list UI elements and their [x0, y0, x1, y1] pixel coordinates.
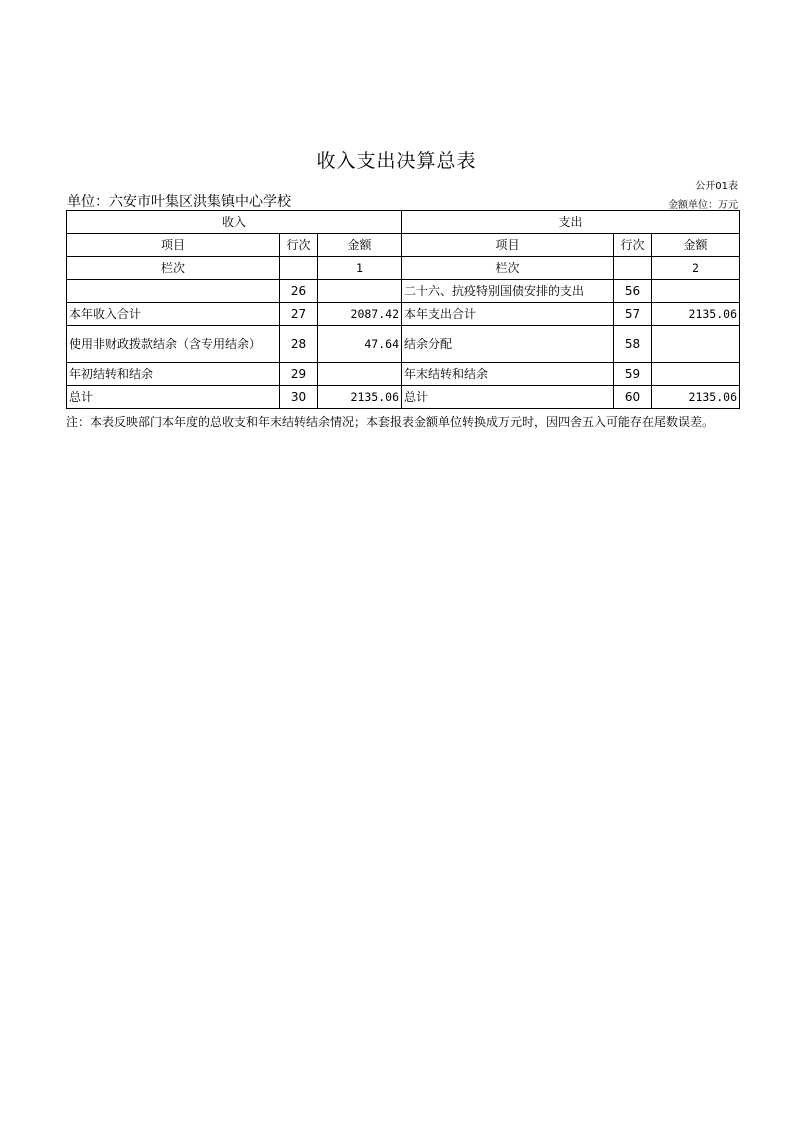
income-amount — [318, 363, 402, 386]
income-col-number: 1 — [318, 257, 402, 280]
expense-section-header: 支出 — [402, 211, 740, 234]
income-amount — [318, 280, 402, 303]
section-header-row — [67, 211, 740, 234]
expense-amount-header: 金额 — [652, 234, 740, 257]
expense-amount: 2135.06 — [652, 386, 740, 409]
table-row-total — [67, 386, 740, 409]
income-row-no: 28 — [280, 326, 318, 363]
footnote: 注：本表反映部门本年度的总收支和年末结转结余情况；本套报表金额单位转换成万元时，因四舍五入可能存在尾数误差。 — [66, 415, 715, 429]
expense-item: 年末结转和结余 — [402, 363, 614, 386]
income-item — [67, 280, 280, 303]
income-amount-header: 金额 — [318, 234, 402, 257]
expense-col-no-empty — [614, 257, 652, 280]
expense-item: 二十六、抗疫特别国债安排的支出 — [402, 280, 614, 303]
page-title: 收入支出决算总表 — [316, 150, 477, 172]
income-item-header: 项目 — [67, 234, 280, 257]
table-row — [67, 303, 740, 326]
income-amount: 2087.42 — [318, 303, 402, 326]
expense-row-no: 56 — [614, 280, 652, 303]
expense-row-no-header: 行次 — [614, 234, 652, 257]
expense-item: 结余分配 — [402, 326, 614, 363]
income-row-no: 27 — [280, 303, 318, 326]
table-row — [67, 363, 740, 386]
expense-row-no: 58 — [614, 326, 652, 363]
income-item: 本年收入合计 — [67, 303, 280, 326]
table-row — [67, 280, 740, 303]
expense-row-no: 60 — [614, 386, 652, 409]
expense-item-header: 项目 — [402, 234, 614, 257]
organization-name: 单位：六安市叶集区洪集镇中心学校 — [67, 194, 291, 210]
expense-amount — [652, 363, 740, 386]
income-item: 使用非财政拨款结余（含专用结余） — [67, 326, 280, 363]
income-col-no-empty — [280, 257, 318, 280]
income-col-label: 栏次 — [67, 257, 280, 280]
income-amount: 2135.06 — [318, 386, 402, 409]
expense-row-no: 59 — [614, 363, 652, 386]
income-item: 总计 — [67, 386, 280, 409]
income-amount: 47.64 — [318, 326, 402, 363]
income-row-no: 26 — [280, 280, 318, 303]
column-header-row — [67, 234, 740, 257]
form-code: 公开01表 — [695, 181, 738, 192]
amount-unit: 金额单位：万元 — [668, 200, 738, 211]
expense-col-number: 2 — [652, 257, 740, 280]
expense-amount: 2135.06 — [652, 303, 740, 326]
expense-amount — [652, 280, 740, 303]
table-row — [67, 326, 740, 363]
income-row-no-header: 行次 — [280, 234, 318, 257]
income-section-header: 收入 — [67, 211, 402, 234]
income-row-no: 30 — [280, 386, 318, 409]
expense-item: 本年支出合计 — [402, 303, 614, 326]
column-number-row — [67, 257, 740, 280]
summary-table — [66, 210, 740, 409]
income-item: 年初结转和结余 — [67, 363, 280, 386]
income-row-no: 29 — [280, 363, 318, 386]
expense-row-no: 57 — [614, 303, 652, 326]
expense-amount — [652, 326, 740, 363]
expense-item: 总计 — [402, 386, 614, 409]
expense-col-label: 栏次 — [402, 257, 614, 280]
